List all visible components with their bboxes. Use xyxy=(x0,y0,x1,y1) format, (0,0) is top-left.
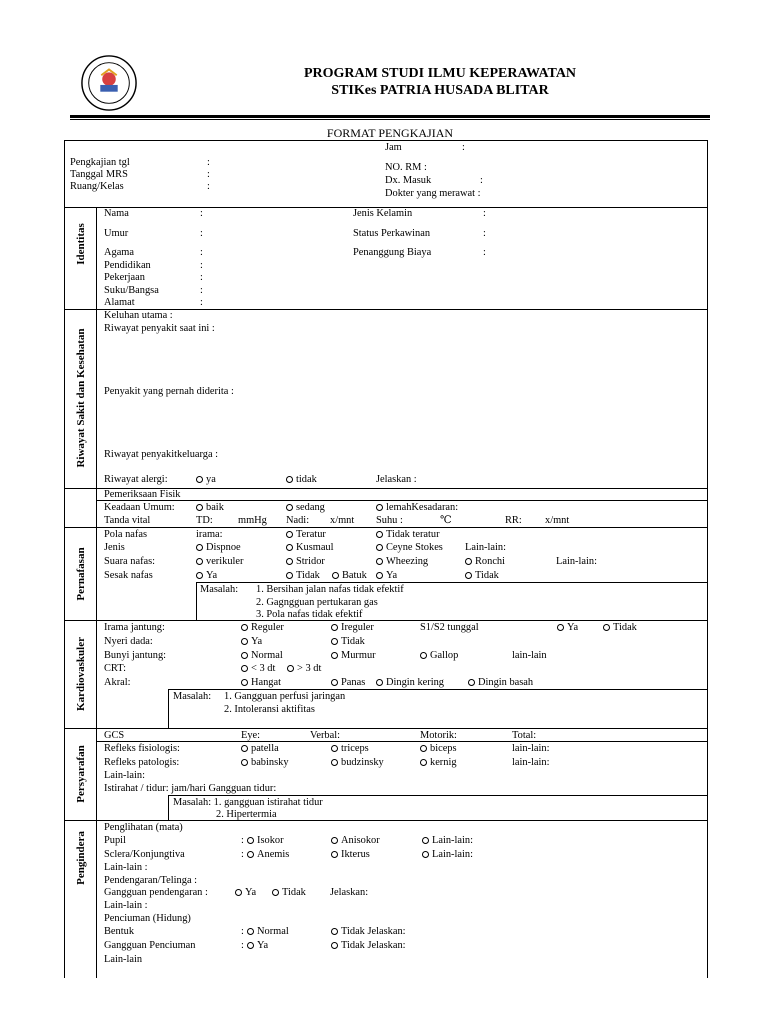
bentuk-tidak-option[interactable] xyxy=(331,926,406,938)
option-label: biceps xyxy=(430,743,457,754)
radio-icon xyxy=(241,638,248,645)
option-label: Ya xyxy=(245,887,257,898)
option-label: Ronchi xyxy=(475,556,506,567)
masalah-label: Masalah: xyxy=(200,584,239,595)
bentuk-normal-option[interactable] xyxy=(247,926,289,938)
option-label: Ya xyxy=(206,570,218,581)
riwayat-alergi-label: Riwayat alergi: xyxy=(104,474,168,485)
radio-icon xyxy=(247,837,254,844)
lain-lain-label: Lain-lain: xyxy=(556,556,597,567)
side-label-pernafasan: Pernafasan xyxy=(75,547,87,601)
alergi-tidak-option[interactable] xyxy=(286,474,317,486)
option-label: Tidak xyxy=(282,887,306,898)
option-label: Tidak xyxy=(296,570,320,581)
radio-icon xyxy=(286,504,293,511)
panas-option[interactable] xyxy=(331,677,365,689)
colon: : xyxy=(483,228,486,239)
radio-icon xyxy=(241,759,248,766)
refleks-patologis-label: Refleks patologis: xyxy=(104,757,180,768)
option-label: Ya xyxy=(251,636,263,647)
radio-icon xyxy=(420,759,427,766)
radio-icon xyxy=(286,531,293,538)
ceyne-stokes-option[interactable] xyxy=(376,542,443,554)
jenis-label: Jenis xyxy=(104,542,125,553)
colon: : xyxy=(200,208,203,219)
td-label: TD: xyxy=(196,515,213,526)
alergi-jelaskan-label: Jelaskan : xyxy=(376,474,417,485)
radio-icon xyxy=(286,476,293,483)
crt-lt-3-option[interactable] xyxy=(241,663,275,675)
option-label: tidak xyxy=(296,474,317,485)
biceps-option[interactable] xyxy=(420,743,457,755)
option-label: triceps xyxy=(341,743,369,754)
radio-icon xyxy=(286,572,293,579)
isokor-option[interactable] xyxy=(247,835,284,847)
radio-icon xyxy=(235,889,242,896)
side-label-kardiovaskuler: Kardiovaskuler xyxy=(75,637,87,711)
pemeriksaan-fisik-label: Pemeriksaan Fisik xyxy=(104,489,181,500)
verikuler-option[interactable] xyxy=(196,556,244,568)
nama-label: Nama xyxy=(104,208,129,219)
s1s2-tidak-option[interactable] xyxy=(603,622,637,634)
cium-ya-option[interactable] xyxy=(247,940,268,952)
option-label: Ya xyxy=(567,622,579,633)
jenis-kelamin-label: Jenis Kelamin xyxy=(353,208,413,219)
option-label: Normal xyxy=(251,650,283,661)
masalah-item: 1. Gangguan perfusi jaringan xyxy=(224,691,346,702)
ruang-kelas-label: Ruang/Kelas xyxy=(70,181,124,192)
option-label: Lain-lain: xyxy=(432,849,473,860)
normal-option[interactable] xyxy=(241,650,283,662)
colon: : xyxy=(241,835,244,846)
crt-gt-3-option[interactable] xyxy=(287,663,321,675)
batuk-option[interactable] xyxy=(332,570,367,582)
radio-icon xyxy=(331,851,338,858)
option-label: Ya xyxy=(386,570,398,581)
option-label: Ya xyxy=(257,940,269,951)
divider xyxy=(64,527,708,528)
keluhan-utama-label: Keluhan utama : xyxy=(104,310,173,321)
dingin-basah-option[interactable] xyxy=(468,677,533,689)
radio-icon xyxy=(422,837,429,844)
radio-icon xyxy=(286,544,293,551)
option-label: kernig xyxy=(430,757,457,768)
lain-lain-label: lain-lain xyxy=(512,650,547,661)
penyakit-pernah-label: Penyakit yang pernah diderita : xyxy=(104,386,234,397)
option-label: patella xyxy=(251,743,279,754)
pekerjaan-label: Pekerjaan xyxy=(104,272,145,283)
pola-nafas-label: Pola nafas xyxy=(104,529,147,540)
keadaan-baik-option[interactable] xyxy=(196,502,224,514)
radio-icon xyxy=(241,652,248,659)
option-label: Isokor xyxy=(257,835,284,846)
dokter-label: Dokter yang merawat : xyxy=(385,188,481,199)
option-label: Tidak Jelaskan: xyxy=(341,940,406,951)
istirahat-label: Istirahat / tidur: jam/hari Gangguan tidur: xyxy=(104,783,277,794)
stikes-logo xyxy=(80,54,138,112)
sesak-ya-option[interactable] xyxy=(196,570,217,582)
radio-icon xyxy=(420,652,427,659)
option-label: Tidak xyxy=(341,636,365,647)
lain-lain-label: Lain-lain : xyxy=(104,862,148,873)
irama-label: irama: xyxy=(196,529,223,540)
mmhg-unit: mmHg xyxy=(238,515,267,526)
colon: : xyxy=(483,208,486,219)
colon: : xyxy=(200,285,203,296)
riwayat-keluarga-label: Riwayat penyakitkeluarga : xyxy=(104,449,219,460)
keadaan-sedang-option[interactable] xyxy=(286,502,325,514)
option-label: babinsky xyxy=(251,757,289,768)
option-label: Tidak Jelaskan: xyxy=(341,926,406,937)
anisokor-option[interactable] xyxy=(331,835,380,847)
masalah-item: 2. Intoleransi aktifitas xyxy=(224,704,315,715)
keadaan-umum-label: Keadaan Umum: xyxy=(104,502,175,513)
radio-icon xyxy=(332,572,339,579)
side-label-pengindera: Pengindera xyxy=(75,831,87,885)
option-label: Wheezing xyxy=(386,556,429,567)
option-label: Ireguler xyxy=(341,622,374,633)
radio-icon xyxy=(196,572,203,579)
option-label: Ceyne Stokes xyxy=(386,542,443,553)
option-label: Ikterus xyxy=(341,849,370,860)
radio-icon xyxy=(465,572,472,579)
radio-icon xyxy=(247,942,254,949)
jelaskan-label: Jelaskan: xyxy=(330,887,369,898)
dx-masuk-label: Dx. Masuk xyxy=(385,175,432,186)
nadi-unit: x/mnt xyxy=(330,515,355,526)
radio-icon xyxy=(331,837,338,844)
option-label: Tidak xyxy=(613,622,637,633)
penanggung-biaya-label: Penanggung Biaya xyxy=(353,247,432,258)
nadi-label: Nadi: xyxy=(286,515,310,526)
colon: : xyxy=(200,260,203,271)
masalah-item: 2. Gagngguan pertukaran gas xyxy=(256,597,378,608)
radio-icon xyxy=(196,544,203,551)
option-label: Batuk xyxy=(342,570,367,581)
batuk-tidak-option[interactable] xyxy=(465,570,499,582)
no-rm-label: NO. RM : xyxy=(385,162,427,173)
radio-icon xyxy=(287,665,294,672)
lain-lain-label: lain-lain: xyxy=(512,743,550,754)
option-label: Teratur xyxy=(296,529,326,540)
bunyi-jantung-label: Bunyi jantung: xyxy=(104,650,167,661)
header-line-2: STIKes PATRIA HUSADA BLITAR xyxy=(331,83,549,98)
colon: : xyxy=(241,849,244,860)
sesak-tidak-option[interactable] xyxy=(286,570,320,582)
masalah-item: 2. Hipertermia xyxy=(216,809,277,820)
riwayat-saat-ini-label: Riwayat penyakit saat ini : xyxy=(104,323,215,334)
kusmaul-option[interactable] xyxy=(286,542,334,554)
verbal-label: Verbal: xyxy=(310,730,341,741)
sesak-nafas-label: Sesak nafas xyxy=(104,570,153,581)
alamat-label: Alamat xyxy=(104,297,135,308)
keadaan-lemah-option[interactable] xyxy=(376,502,458,514)
option-label: Dingin basah xyxy=(478,677,534,688)
option-label: lemahKesadaran: xyxy=(386,502,459,513)
nyeri-tidak-option[interactable] xyxy=(331,636,365,648)
colon: : xyxy=(200,247,203,258)
penglihatan-label: Penglihatan (mata) xyxy=(104,822,183,833)
radio-icon xyxy=(247,928,254,935)
option-label: sedang xyxy=(296,502,325,513)
radio-icon xyxy=(557,624,564,631)
radio-icon xyxy=(241,624,248,631)
total-label: Total: xyxy=(512,730,537,741)
nyeri-dada-label: Nyeri dada: xyxy=(104,636,153,647)
radio-icon xyxy=(331,679,338,686)
option-label: Kusmaul xyxy=(296,542,334,553)
colon: : xyxy=(480,175,483,186)
pupil-lain-option[interactable] xyxy=(422,835,473,847)
radio-icon xyxy=(241,745,248,752)
option-label: Gallop xyxy=(430,650,459,661)
radio-icon xyxy=(376,544,383,551)
bentuk-label: Bentuk xyxy=(104,926,135,937)
murmur-option[interactable] xyxy=(331,650,376,662)
header-line-1: PROGRAM STUDI ILMU KEPERAWATAN xyxy=(303,66,577,81)
side-label-identitas: Identitas xyxy=(75,223,87,265)
header-rule-thin xyxy=(70,119,710,120)
alergi-ya-option[interactable] xyxy=(196,474,216,486)
status-perkawinan-label: Status Perkawinan xyxy=(353,228,431,239)
suhu-label: Suhu : xyxy=(376,515,403,526)
radio-icon xyxy=(196,558,203,565)
lain-lain-label: Lain-lain : xyxy=(104,900,148,911)
masalah-item: 3. Pola nafas tidak efektif xyxy=(256,609,363,620)
radio-icon xyxy=(603,624,610,631)
radio-icon xyxy=(286,558,293,565)
option-label: Hangat xyxy=(251,677,282,688)
stridor-option[interactable] xyxy=(286,556,325,568)
radio-icon xyxy=(376,504,383,511)
radio-icon xyxy=(331,745,338,752)
sclera-lain-option[interactable] xyxy=(422,849,473,861)
nyeri-ya-option[interactable] xyxy=(241,636,262,648)
option-label: ya xyxy=(206,474,216,485)
divider xyxy=(97,741,708,742)
masalah-item: 1. Bersihan jalan nafas tidak efektif xyxy=(256,584,404,595)
option-label: budzinsky xyxy=(341,757,384,768)
radio-icon xyxy=(272,889,279,896)
form-title: FORMAT PENGKAJIAN xyxy=(326,126,454,140)
option-label: Stridor xyxy=(296,556,325,567)
motorik-label: Motorik: xyxy=(420,730,457,741)
side-label-riwayat: Riwayat Sakit dan Kesehatan xyxy=(75,328,87,468)
option-label: Anemis xyxy=(257,849,290,860)
suku-label: Suku/Bangsa xyxy=(104,285,159,296)
penciuman-label: Penciuman (Hidung) xyxy=(104,913,191,924)
colon: : xyxy=(241,940,244,951)
divider xyxy=(97,500,708,501)
budzinsky-option[interactable] xyxy=(331,757,384,769)
option-label: Panas xyxy=(341,677,366,688)
radio-icon xyxy=(196,504,203,511)
side-label-persyarafan: Persyarafan xyxy=(75,745,87,803)
ikterus-option[interactable] xyxy=(331,849,370,861)
dingin-kering-option[interactable] xyxy=(376,677,444,689)
radio-icon xyxy=(468,679,475,686)
colon: : xyxy=(207,169,210,180)
cium-tidak-option[interactable] xyxy=(331,940,406,952)
crt-label: CRT: xyxy=(104,663,126,674)
colon: : xyxy=(200,297,203,308)
header-rule xyxy=(70,115,710,118)
option-label: verikuler xyxy=(206,556,244,567)
option-label: > 3 dt xyxy=(297,663,322,674)
radio-icon xyxy=(422,851,429,858)
option-label: Reguler xyxy=(251,622,284,633)
colon: : xyxy=(207,157,210,168)
option-label: Tidak teratur xyxy=(386,529,440,540)
dengar-tidak-option[interactable] xyxy=(272,887,306,899)
s1s2-ya-option[interactable] xyxy=(557,622,578,634)
option-label: Lain-lain: xyxy=(432,835,473,846)
radio-icon xyxy=(376,558,383,565)
suara-nafas-label: Suara nafas: xyxy=(104,556,156,567)
rr-label: RR: xyxy=(505,515,522,526)
eye-label: Eye: xyxy=(241,730,261,741)
irama-jantung-label: Irama jantung: xyxy=(104,622,165,633)
pupil-label: Pupil xyxy=(104,835,126,846)
radio-icon xyxy=(247,851,254,858)
radio-icon xyxy=(376,679,383,686)
pendengaran-label: Pendengaran/Telinga : xyxy=(104,875,198,886)
gcs-label: GCS xyxy=(104,730,125,741)
radio-icon xyxy=(241,665,248,672)
radio-icon xyxy=(420,745,427,752)
umur-label: Umur xyxy=(104,228,129,239)
akral-label: Akral: xyxy=(104,677,131,688)
masalah-label: Masalah: 1. gangguan istirahat tidur xyxy=(173,797,323,808)
radio-icon xyxy=(376,572,383,579)
option-label: baik xyxy=(206,502,224,513)
tidak-teratur-option[interactable] xyxy=(376,529,440,541)
dengar-ya-option[interactable] xyxy=(235,887,256,899)
option-label: Murmur xyxy=(341,650,376,661)
radio-icon xyxy=(376,531,383,538)
patella-option[interactable] xyxy=(241,743,279,755)
gangguan-penciuman-label: Gangguan Penciuman xyxy=(104,940,196,951)
radio-icon xyxy=(331,652,338,659)
ronchi-option[interactable] xyxy=(465,556,505,568)
batuk-ya-option[interactable] xyxy=(376,570,397,582)
teratur-option[interactable] xyxy=(286,529,326,541)
lain-lain-label: Lain-lain: xyxy=(104,770,145,781)
radio-icon xyxy=(331,759,338,766)
colon: : xyxy=(200,272,203,283)
gallop-option[interactable] xyxy=(420,650,458,662)
colon: : xyxy=(207,181,210,192)
option-label: Dispnoe xyxy=(206,542,241,553)
radio-icon xyxy=(331,928,338,935)
wheezing-option[interactable] xyxy=(376,556,428,568)
lain-lain-label: Lain-lain xyxy=(104,954,143,965)
colon: : xyxy=(241,926,244,937)
radio-icon xyxy=(331,624,338,631)
triceps-option[interactable] xyxy=(331,743,369,755)
rr-unit: x/mnt xyxy=(545,515,570,526)
hangat-option[interactable] xyxy=(241,677,281,689)
sclera-label: Sclera/Konjungtiva xyxy=(104,849,185,860)
radio-icon xyxy=(196,476,203,483)
pendidikan-label: Pendidikan xyxy=(104,260,151,271)
tanda-vital-label: Tanda vital xyxy=(104,515,151,526)
colon: : xyxy=(200,228,203,239)
gangguan-pendengaran-label: Gangguan pendengaran : xyxy=(104,887,208,898)
tanggal-mrs-label: Tanggal MRS xyxy=(70,169,128,180)
jam-colon: : xyxy=(462,142,465,153)
lain-lain-label: lain-lain: xyxy=(512,757,550,768)
radio-icon xyxy=(465,558,472,565)
ireguler-option[interactable] xyxy=(331,622,374,634)
reguler-option[interactable] xyxy=(241,622,284,634)
pengkajian-tgl-label: Pengkajian tgl xyxy=(70,157,130,168)
option-label: Dingin kering xyxy=(386,677,445,688)
radio-icon xyxy=(331,942,338,949)
option-label: Normal xyxy=(257,926,289,937)
radio-icon xyxy=(331,638,338,645)
s1s2-label: S1/S2 tunggal xyxy=(420,622,479,633)
suhu-unit: ℃ xyxy=(440,515,452,526)
refleks-fisiologis-label: Refleks fisiologis: xyxy=(104,743,180,754)
masalah-label: Masalah: xyxy=(173,691,212,702)
kernig-option[interactable] xyxy=(420,757,457,769)
option-label: Anisokor xyxy=(341,835,380,846)
dispnoe-option[interactable] xyxy=(196,542,241,554)
lain-lain-label: Lain-lain: xyxy=(465,542,506,553)
colon: : xyxy=(483,247,486,258)
jam-label: Jam xyxy=(385,142,402,153)
option-label: < 3 dt xyxy=(251,663,276,674)
option-label: Tidak xyxy=(475,570,499,581)
anemis-option[interactable] xyxy=(247,849,289,861)
agama-label: Agama xyxy=(104,247,135,258)
radio-icon xyxy=(241,679,248,686)
side-column-divider xyxy=(96,207,97,978)
babinsky-option[interactable] xyxy=(241,757,289,769)
